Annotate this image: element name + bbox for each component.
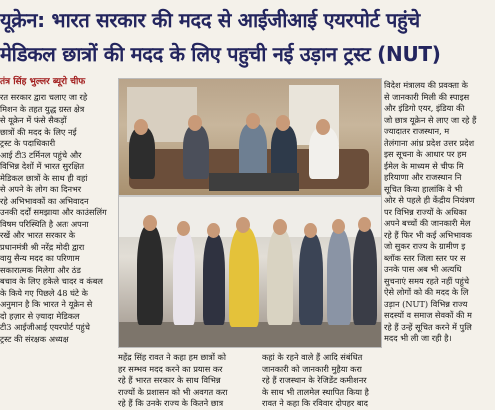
left-column [0,92,112,400]
text-line: के किये गए पिछले 48 घंटे के [0,287,88,298]
text-line: ज्यादातर राजस्थान, म [384,126,450,136]
text-line: ब्लॉक स्तर जिला स्तर पर स [384,252,466,263]
right-column [384,80,495,400]
text-line: अनुमान है कि भारत ने यूक्रेन से [0,299,93,309]
text-line: तेलंगाना आंध्र प्रदेश उत्तर प्रदेश [384,137,475,148]
news-photo [118,78,382,348]
text-line: सकारात्मक मिलेगा और ठंड [0,264,81,275]
text-line: रहे हैं फिर भी कई अभिभावक [384,229,472,240]
text-line: जो छात्र यूक्रेन से लाए जा रहे हैं [384,114,477,125]
text-line: महेंद्र सिंह रावत ने कहा हम छात्रों को [118,352,226,362]
text-line: बचाव के लिए हकेले चादर व कंबल [0,276,103,286]
text-line: ट्रस्ट की संरक्षक अध्यक्ष [0,333,69,344]
text-line: सुचनाएं समय रहते नहीं पहुंचे [384,275,470,286]
text-line: ईमेल के माध्यम से चीफ मि [384,160,464,171]
text-line: से यूक्रेन में फंसे सैकड़ों [0,115,67,125]
text-line: मेडिकल छात्रों के साथ ही वहां [0,172,88,183]
text-line: से जानकारी मिली की स्पाइस [384,91,470,102]
text-line: रखें और भारत सरकार के [0,230,76,240]
text-line: और इंडिगो एयर, इंडिया की [384,103,465,113]
text-line: जो सुकर राज्य के ग्रामीण इ [384,241,466,251]
text-line: ओर से पहले ही केंद्रीय नियंत्रण [384,195,475,205]
photo-airport-group [119,197,381,347]
text-line: रावत ने कहा कि रविवार दोपहर बाद [262,398,369,408]
byline: तंत्र सिंह भुल्लर ब्यूरो चीफ [0,77,86,87]
text-line: कहां के रहने वाले हैं आदि संबंधित [262,352,363,362]
text-line: पर विभिन्न राज्यों के अधिका [384,206,467,217]
headline-line-1: यूक्रेन: भारत सरकार की मदद से आईजीआई एयरपोर्ट पहुंचे [0,8,420,32]
text-line: रहे हैं राजस्थान के रेजिडेंट कमीशनर [262,375,367,385]
text-line: वायु सैन्य मदद का परिणाम [0,253,80,263]
text-line: उनके पास अब भी अत्यधि [384,264,462,274]
text-line: विभिन्न देशों में भारत सुरक्षित [0,161,84,171]
text-line: हर सम्भव मदद करने का प्रयास कर [118,363,223,374]
text-line: सूचित किया हालांकि वे भी [384,183,463,194]
text-line: सदस्यों व समाज सेवकों की म [384,310,472,320]
text-line: रहे अभिभावकों का अभिवादन [0,195,89,206]
text-line: रहे हैं भारत सरकार के साथ विभिन्न [118,375,221,385]
text-line: अपने बच्चों की जानकारी मेल [384,218,471,228]
text-line: राज्यों के प्रशासन को भी अवगत करा [118,386,228,397]
text-line: रहे हैं उन्हें सूचित करने में पुलि [384,321,472,332]
text-line: हरियाणा और राजस्थान नि [384,172,462,182]
headline-line-2: मेडिकल छात्रों की मदद के लिए पहुची नई उड़ान ट्रस्ट (NUT) [0,42,441,66]
text-line: उड़ान (NUT) विभिन्न राज्य [384,298,468,309]
text-line: मिशन के तहत युद्ध ग्रस्त क्षेत्र [0,103,85,114]
text-line: उनकी दर्दों समझाया और काउंसलिंग [0,207,107,217]
text-line: ऐसे लोगों को की मदद के लि [384,287,469,297]
text-line: जानकारी को जानकारी मुहैया करा [262,363,362,374]
text-line: रहे हैं कि उनके राज्य के कितने छात्र [118,398,224,408]
photo-meeting-room [119,79,381,195]
text-line: रत सरकार द्वारा चलाए जा रहे [0,92,88,102]
bottom-column-2 [262,352,382,408]
text-line: टी3 आईजीआई एयरपोर्ट पहुंचे [0,322,90,332]
text-line: दो हज़ार से ज़्यादा मेडिकल [0,310,80,321]
text-line: इस सूचना के आधार पर हम [384,149,467,159]
text-line: से अपने के लोग का दिनभर [0,184,82,194]
text-line: के साथ भी तालमेल स्थापित किया है [262,386,369,397]
bottom-column-1 [118,352,258,408]
text-line: छात्रों की मदद के लिए नई [0,126,77,137]
text-line: विदेश मंत्रालय की प्रवक्ता के [384,80,468,90]
text-line: विषम परिस्थिति है अतः अपना [0,218,89,229]
text-line: प्रधानमंत्री श्री नरेंद्र मोदी द्वारा [0,241,85,252]
text-line: मदद भी ली जा रही है। [384,333,452,343]
text-line: ट्रस्ट के पदाधिकारी [0,138,56,148]
text-line: आई टी3 टर्मिनल पहुंचे और [0,149,82,160]
